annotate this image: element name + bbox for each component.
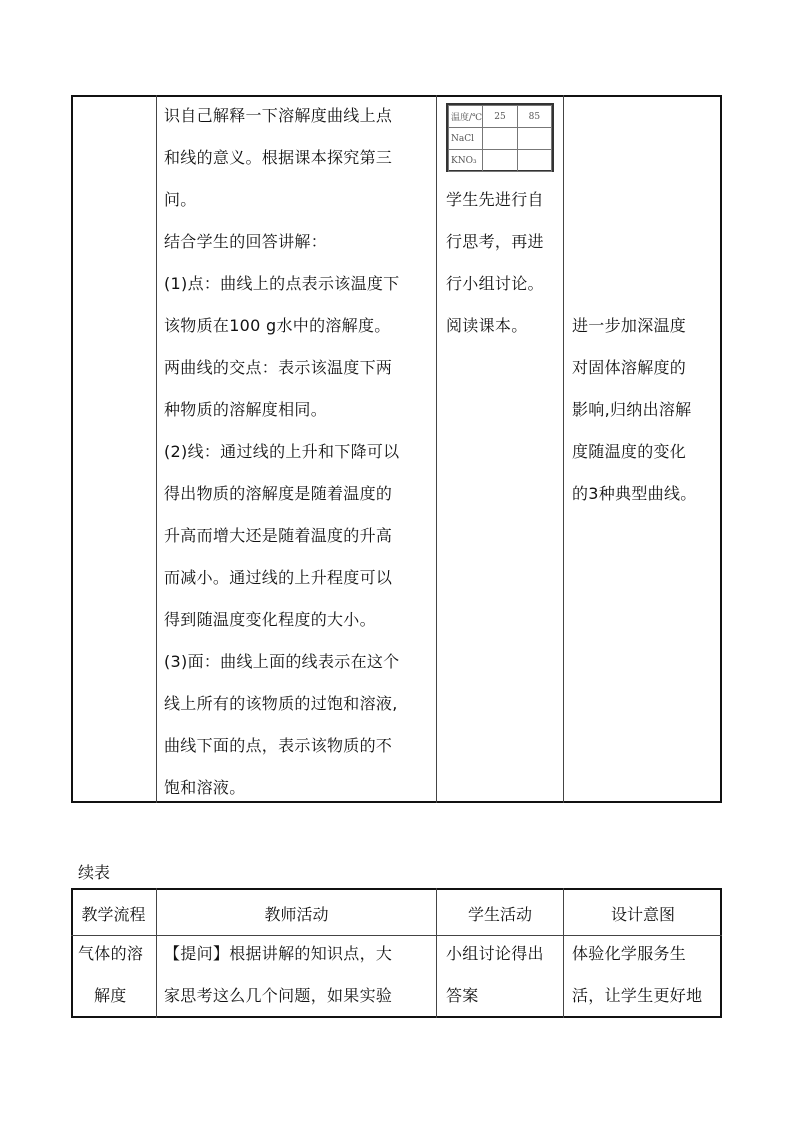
text-line: 阅读课本。	[446, 316, 528, 335]
text-line: 学生先进行自	[446, 190, 544, 209]
solubility-data-table	[446, 103, 554, 172]
text-line: 该物质在100 g水中的溶解度。	[164, 316, 391, 335]
text-line: 小组讨论得出	[446, 944, 544, 963]
text-line: 结合学生的回答讲解：	[164, 232, 328, 251]
text-line: 行小组讨论。	[446, 274, 544, 293]
text-line: 问。	[164, 190, 197, 209]
table-cell	[517, 128, 551, 150]
table-header-cell: 温度/℃	[449, 106, 483, 128]
text-line: 气体的溶	[78, 944, 144, 963]
table-cell	[483, 150, 517, 172]
text-line: 而减小。通过线的上升程度可以	[164, 568, 393, 587]
text-line: 家思考这么几个问题，如果实验	[164, 986, 393, 1005]
text-line: 的3种典型曲线。	[572, 484, 697, 503]
text-line: 进一步加深温度	[572, 316, 687, 335]
text-line: 识自己解释一下溶解度曲线上点	[164, 106, 393, 125]
text-line: 解度	[94, 986, 127, 1005]
text-line: (2)线：通过线的上升和下降可以	[164, 442, 400, 461]
table-header-cell: 85	[517, 106, 551, 128]
column-header-process: 教学流程	[81, 905, 146, 924]
table-cell	[483, 128, 517, 150]
text-line: 度随温度的变化	[572, 442, 687, 461]
column-divider	[156, 95, 157, 803]
table-cell: NaCl	[449, 128, 483, 150]
text-line: 和线的意义。根据课本探究第三	[164, 148, 393, 167]
text-line: (3)面：曲线上面的线表示在这个	[164, 652, 400, 671]
text-line: 线上所有的该物质的过饱和溶液,	[164, 694, 398, 713]
continued-table-caption: 续表	[78, 863, 111, 882]
text-line: 【提问】根据讲解的知识点，大	[164, 944, 393, 963]
text-line: 对固体溶解度的	[572, 358, 687, 377]
row-divider	[71, 935, 722, 936]
table-cell: KNO₃	[449, 150, 483, 172]
text-line: 曲线下面的点，表示该物质的不	[164, 736, 393, 755]
table-row	[449, 128, 552, 150]
text-line: 影响,归纳出溶解	[572, 400, 692, 419]
text-line: 升高而增大还是随着温度的升高	[164, 526, 393, 545]
column-header-teacher: 教师活动	[264, 905, 329, 924]
text-line: 体验化学服务生	[572, 944, 687, 963]
table-header-cell: 25	[483, 106, 517, 128]
text-line: 种物质的溶解度相同。	[164, 400, 328, 419]
column-header-design: 设计意图	[610, 905, 675, 924]
column-header-student: 学生活动	[467, 905, 532, 924]
text-line: 活，让学生更好地	[572, 986, 703, 1005]
text-line: 饱和溶液。	[164, 778, 246, 797]
column-divider	[563, 95, 564, 803]
text-line: 得到随温度变化程度的大小。	[164, 610, 376, 629]
text-line: 得出物质的溶解度是随着温度的	[164, 484, 393, 503]
text-line: (1)点：曲线上的点表示该温度下	[164, 274, 400, 293]
text-line: 两曲线的交点：表示该温度下两	[164, 358, 393, 377]
text-line: 答案	[446, 986, 479, 1005]
column-divider	[436, 95, 437, 803]
table-cell	[517, 150, 551, 172]
text-line: 行思考，再进	[446, 232, 544, 251]
table-row	[449, 150, 552, 172]
